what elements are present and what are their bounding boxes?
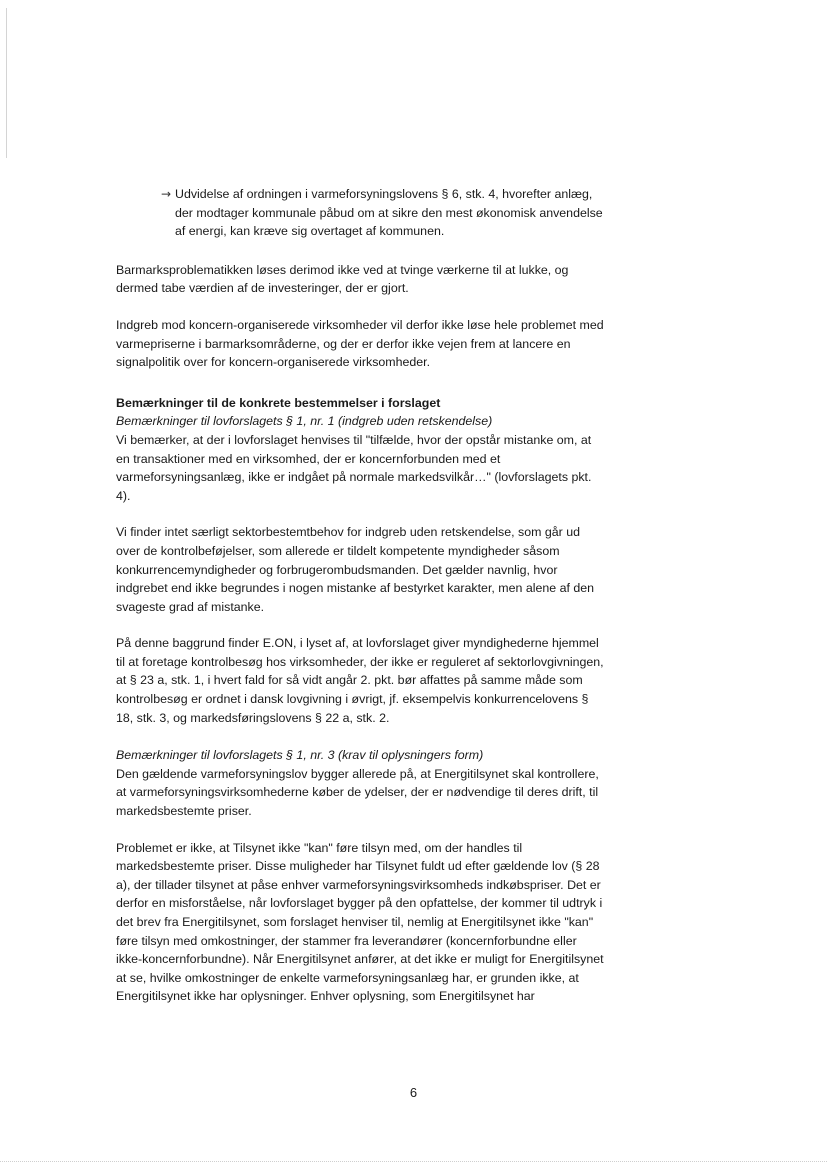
subsection-heading: Bemærkninger til lovforslagets § 1, nr. 3 (krav til oplysningers form) [116,748,484,763]
arrow-right-icon: → [161,187,172,201]
scan-bottom-edge [0,1161,827,1162]
paragraph: Vi bemærker, at der i lovforslaget henvises til "tilfælde, hvor der opstår mistanke om, at en transaktioner med en virksomhed, der er koncernforbunden med et varmeforsyningsanlæg, ikke er indgået på normale markedsvilkår…" (lovforslagets pkt. 4). [116,432,592,503]
paragraph: Barmarksproblematikken løses derimod ikke ved at tvinge værkerne til at lukke, og dermed tabe værdien af de investeringer, der er gjort. [116,262,569,296]
paragraph: Den gældende varmeforsyningslov bygger allerede på, at Energitilsynet skal kontrollere, at varmeforsyningsvirksomhederne køber de ydelser, der er nødvendige til deres drift, til markedsbestemte priser. [116,766,599,819]
bullet-item [116,185,606,241]
bullet-text: Udvidelse af ordningen i varmeforsyningslovens § 6, stk. 4, hvorefter anlæg, der modtager kommunale påbud om at sikre den mest økonomisk anvendelse af energi, kan kræve sig overtaget af kommunen. [175,187,603,239]
subsection-heading: Bemærkninger til lovforslagets § 1, nr. 1 (indgreb uden retskendelse) [116,414,493,429]
page-number: 6 [409,1085,418,1100]
paragraph: Problemet er ikke, at Tilsynet ikke "kan" føre tilsyn med, om der handles til markedsbestemte priser. Disse muligheder har Tilsynet fuldt ud efter gældende lov (§ 28 a), der tillader tilsynet at påse enhver varmeforsyningsvirksomheds indkøbspriser. Det er derfor en misforståelse, når lovforslaget bygger på den opfattelse, der kommer til udtryk i det brev fra Energitilsynet, som forslaget henviser til, nemlig at Energitilsynet ikke "kan" føre tilsyn med omkostninger, der stammer fra leverandører (koncernforbundne eller ikke-koncernforbundne). Når Energitilsynet anfører, at det ikke er muligt for Energitilsynet at se, hvilke omkostninger de enkelte varmeforsyningsanlæg har, er grunden ikke, at Energitilsynet ikke har oplysninger. Enhver oplysning, som Energitilsynet har [116,840,604,1004]
paragraph: På denne baggrund finder E.ON, i lyset af, at lovforslaget giver myndighederne hjemmel til at foretage kontrolbesøg hos virksomheder, der ikke er reguleret af sektorlovgivningen, at § 23 a, stk. 1, i hvert fald for så vidt angår 2. pkt. bør affattes på samme måde som kontrolbesøg er ordnet i dansk lovgivning i øvrigt, jf. eksempelvis konkurrencelovens § 18, stk. 3, og markedsføringslovens § 22 a, stk. 2. [116,636,604,725]
paragraph: Indgreb mod koncern-organiserede virksomheder vil derfor ikke løse hele problemet med varmepriserne i barmarksområderne, og der er derfor ikke vejen frem at lancere en signalpolitik over for koncern-organiserede virksomheder. [116,317,604,370]
document-body [116,185,606,1024]
section-heading: Bemærkninger til de konkrete bestemmelser i forslaget [116,395,441,410]
paragraph: Vi finder intet særligt sektorbestemtbehov for indgreb uden retskendelse, som går ud over de kontrolbeføjelser, som allerede er tildelt kompetente myndigheder såsom konkurrencemyndigheder og forbrugerombudsmanden. Det gælder navnlig, hvor indgrebet end ikke begrundes i nogen mistanke af bestyrket karakter, men alene af den svageste grad af mistanke. [116,525,595,614]
scan-edge-line [6,8,7,158]
